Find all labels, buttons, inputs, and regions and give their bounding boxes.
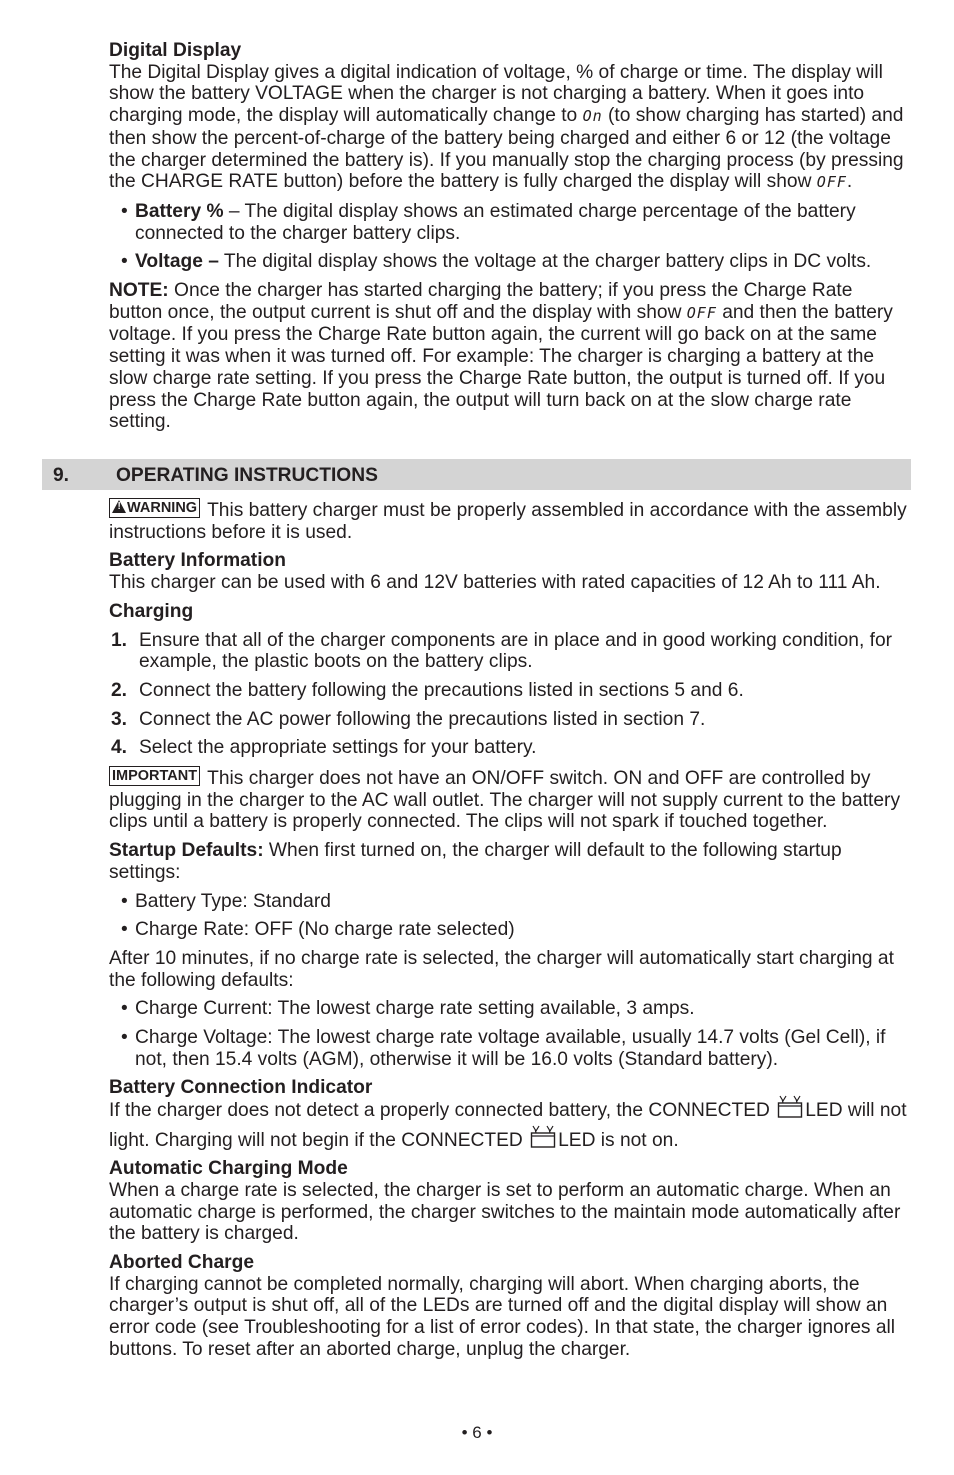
charging-heading: Charging [109, 600, 194, 622]
battery-connected-icon [530, 1125, 556, 1149]
battery-info-heading: Battery Information [109, 550, 286, 572]
warning-paragraph: ! WARNING This battery charger must be properly assembled in accordance with the assembly instructions before it is used. [109, 500, 907, 543]
battery-info-text: This charger can be used with 6 and 12V batteries with rated capacities of 12 Ah to 111 Ah. [109, 572, 881, 594]
aborted-charge-heading: Aborted Charge [109, 1251, 254, 1273]
connection-indicator-heading: Battery Connection Indicator [109, 1077, 373, 1099]
auto-mode-heading: Automatic Charging Mode [109, 1158, 348, 1180]
operating-instructions-section [109, 498, 911, 1361]
after-ten-minutes-paragraph: After 10 minutes, if no charge rate is selected, the charger will automatically start charging at the following defaults: [109, 947, 894, 991]
important-badge: IMPORTANT [109, 766, 200, 786]
lcd-off-glyph: OFF [816, 173, 847, 192]
lcd-on-glyph: On [582, 107, 603, 126]
note-paragraph: NOTE: Once the charger has started charging the battery; if you press the Charge Rate button once, the output current is shut off and the display with show OFF and then the battery voltage. If you press the Charge Rate button again, the current will go back on at the same setting it was when it was turned off. For example: The charger is charging a battery at the slow charge rate setting. If you press the Charge Rate button, the output is turned off. If you press the Charge Rate button again, the output will turn back on at the slow charge rate setting. [109, 280, 893, 433]
section-title: OPERATING INSTRUCTIONS [116, 465, 378, 486]
aborted-charge-text: If charging cannot be completed normally, charging will abort. When charging aborts, the charger’s output is shut off, all of the LEDs are turned off and the digital display will show an error code (see Troubleshooting for a list of error codes). In that state, the charger ignores all buttons. To reset after an aborted charge, unplug the charger. [109, 1273, 896, 1360]
default-bullet: • Charge Voltage: The lowest charge rate voltage available, usually 14.7 volts (Gel Cell), if not, then 15.4 volts (AGM), otherwise it will be 16.0 volts (Standard battery). [109, 1027, 911, 1070]
default-bullet: • Charge Current: The lowest charge rate setting available, 3 amps. [109, 998, 911, 1020]
important-paragraph: IMPORTANT This charger does not have an ON/OFF switch. ON and OFF are controlled by plugging in the charger to the AC wall outlet. The charger will not supply current to the battery clips until a battery is properly connected. The clips will not spark if touched together. [109, 768, 901, 833]
charging-step: 2. Connect the battery following the precautions listed in sections 5 and 6. [111, 679, 744, 701]
digital-display-heading: Digital Display [109, 40, 242, 61]
startup-bullet: • Charge Rate: OFF (No charge rate selected) [109, 919, 911, 941]
charging-step: 3. Connect the AC power following the precautions listed in section 7. [111, 708, 706, 730]
startup-defaults-paragraph: Startup Defaults: When first turned on, the charger will default to the following startup settings: [109, 840, 842, 883]
charging-step: 1. Ensure that all of the charger components are in place and in good working condition, for example, the plastic boots on the battery clips. [111, 629, 893, 673]
lcd-off-glyph-note: OFF [686, 303, 717, 322]
charging-step: 4. Select the appropriate settings for your battery. [111, 737, 537, 759]
warning-triangle-icon: ! [112, 500, 126, 513]
digital-display-paragraph: The Digital Display gives a digital indication of voltage, % of charge or time. The display will show the battery VOLTAGE when the charger is not charging a battery. When it goes into charging mode, the display will automatically change to On (to show charging has started) and then show the percent-of-charge of the battery being charged and either 6 or 12 (the voltage the charger determined the battery is). If you manually stop the charging process (by pressing the CHARGE RATE button) before the battery is fully charged the display will show OFF. [109, 61, 904, 193]
auto-mode-text: When a charge rate is selected, the charger is set to perform an automatic charge. When an automatic charge is performed, the charger switches to the maintain mode automatically after the battery is charged. [109, 1179, 901, 1245]
section-number: 9. [53, 465, 70, 486]
battery-percent-bullet: • Battery % – The digital display shows an estimated charge percentage of the battery connected to the charger battery clips. [109, 201, 911, 244]
connection-indicator-text: If the charger does not detect a properly connected battery, the CONNECTED LED will not light. Charging will not begin if the CONNECTED LED is not on. [109, 1095, 911, 1155]
page-number: • 6 • [461, 1423, 493, 1442]
digital-display-section [109, 40, 911, 433]
voltage-bullet: • Voltage – The digital display shows the voltage at the charger battery clips in DC volts. [109, 251, 911, 273]
warning-badge: ! WARNING [109, 498, 200, 518]
battery-connected-icon [777, 1095, 803, 1119]
startup-bullet: • Battery Type: Standard [109, 891, 911, 913]
